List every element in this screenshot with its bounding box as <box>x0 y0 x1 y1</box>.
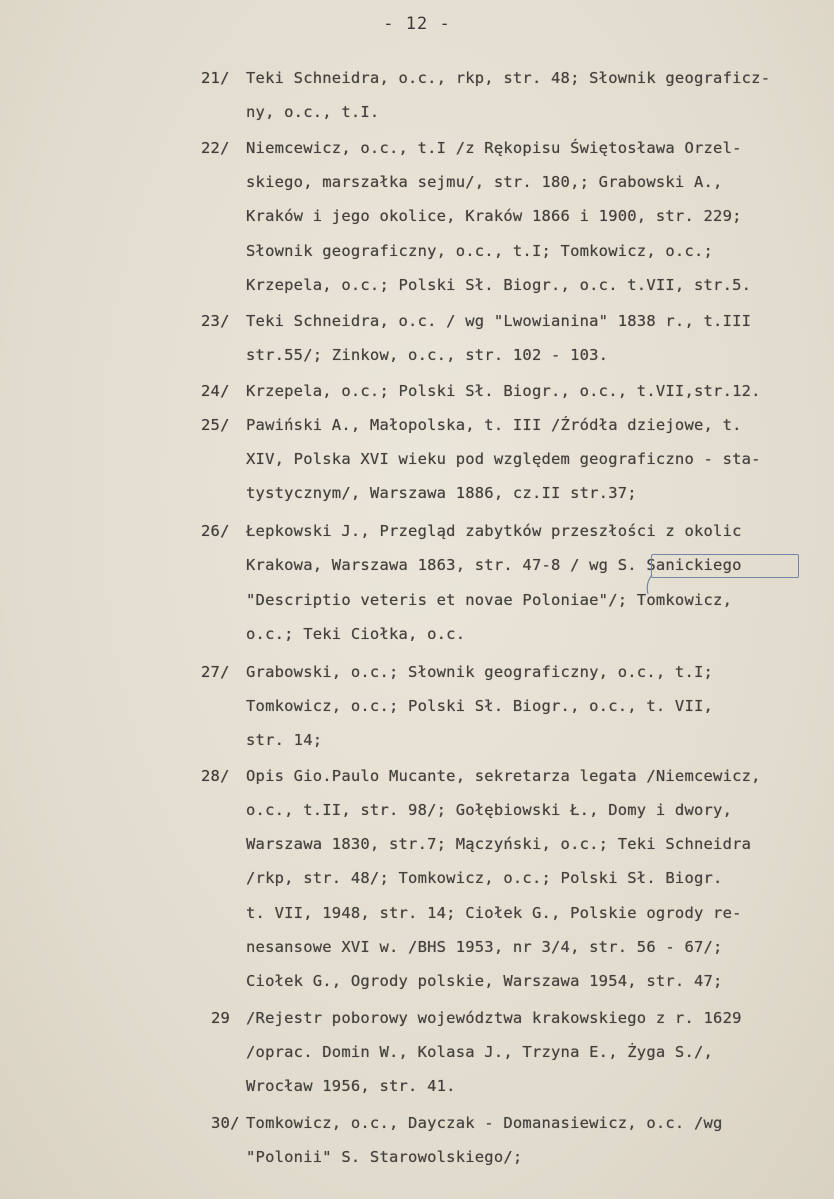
footnote-25-line-3: tystycznym/, Warszawa 1886, cz.II str.37; <box>246 484 637 502</box>
footnote-22-line-3: Kraków i jego okolice, Kraków 1866 i 1900, str. 229; <box>246 207 742 225</box>
footnote-28-line-5: t. VII, 1948, str. 14; Ciołek G., Polskie ogrody re- <box>246 904 742 922</box>
footnote-22-line-5: Krzepela, o.c.; Polski Sł. Biogr., o.c. t.VII, str.5. <box>246 276 752 294</box>
pen-annotation-box <box>651 554 799 578</box>
footnote-23-number: 23/ <box>201 312 230 330</box>
footnote-28-line-6: nesansowe XVI w. /BHS 1953, nr 3/4, str. 56 - 67/; <box>246 938 723 956</box>
footnote-26-line-3: "Descriptio veteris et novae Poloniae"/; Tomkowicz, <box>246 591 733 609</box>
footnote-28-line-7: Ciołek G., Ogrody polskie, Warszawa 1954, str. 47; <box>246 972 723 990</box>
page-number: - 12 - <box>383 14 451 34</box>
footnote-30-line-1: 30/ Tomkowicz, o.c., Dayczak - Domanasiewicz, o.c. /wg <box>211 1114 723 1132</box>
footnote-30-number: 30/ <box>211 1114 240 1132</box>
footnote-26-number: 26/ <box>201 522 230 540</box>
pen-annotation-mark <box>640 574 656 596</box>
footnote-26-line-1: 26/ Łepkowski J., Przegląd zabytków przeszłości z okolic <box>201 522 742 540</box>
footnote-26-line-4: o.c.; Teki Ciołka, o.c. <box>246 625 466 643</box>
footnote-24-line-1: 24/ Krzepela, o.c.; Polski Sł. Biogr., o.c., t.VII,str.12. <box>201 382 761 400</box>
footnote-28-line-2: o.c., t.II, str. 98/; Gołębiowski Ł., Domy i dwory, <box>246 801 733 819</box>
footnote-21-number: 21/ <box>201 69 230 87</box>
footnote-29-line-1: 29 /Rejestr poborowy województwa krakowskiego z r. 1629 <box>211 1009 742 1027</box>
footnote-21-line-1: 21/ Teki Schneidra, o.c., rkp, str. 48; Słownik geograficz- <box>201 69 771 87</box>
footnote-29-number: 29 <box>211 1009 231 1027</box>
footnote-25-line-2: XIV, Polska XVI wieku pod względem geograficzno - sta- <box>246 450 761 468</box>
footnote-28-line-3: Warszawa 1830, str.7; Mączyński, o.c.; Teki Schneidra <box>246 835 752 853</box>
footnote-30-line-2: "Polonii" S. Starowolskiego/; <box>246 1148 523 1166</box>
footnote-22-line-1: 22/ Niemcewicz, o.c., t.I /z Rękopisu Świętosława Orzel- <box>201 139 742 157</box>
footnote-25-number: 25/ <box>201 416 230 434</box>
footnote-28-number: 28/ <box>201 767 230 785</box>
footnote-21-line-2: ny, o.c., t.I. <box>246 103 380 121</box>
footnote-28-line-1: 28/ Opis Gio.Paulo Mucante, sekretarza legata /Niemcewicz, <box>201 767 761 785</box>
footnote-28-line-4: /rkp, str. 48/; Tomkowicz, o.c.; Polski Sł. Biogr. <box>246 869 723 887</box>
footnote-23-line-2: str.55/; Zinkow, o.c., str. 102 - 103. <box>246 346 609 364</box>
footnote-22-number: 22/ <box>201 139 230 157</box>
footnote-27-line-3: str. 14; <box>246 731 323 749</box>
footnote-22-line-2: skiego, marszałka sejmu/, str. 180,; Grabowski A., <box>246 173 723 191</box>
footnote-22-line-4: Słownik geograficzny, o.c., t.I; Tomkowicz, o.c.; <box>246 242 714 260</box>
footnote-24-number: 24/ <box>201 382 230 400</box>
footnote-27-line-1: 27/ Grabowski, o.c.; Słownik geograficzny, o.c., t.I; <box>201 663 714 681</box>
footnote-27-number: 27/ <box>201 663 230 681</box>
footnote-29-line-3: Wrocław 1956, str. 41. <box>246 1077 456 1095</box>
footnote-27-line-2: Tomkowicz, o.c.; Polski Sł. Biogr., o.c., t. VII, <box>246 697 714 715</box>
footnote-29-line-2: /oprac. Domin W., Kolasa J., Trzyna E., Żyga S./, <box>246 1043 714 1061</box>
footnote-23-line-1: 23/ Teki Schneidra, o.c. / wg "Lwowianina" 1838 r., t.III <box>201 312 752 330</box>
footnote-25-line-1: 25/ Pawiński A., Małopolska, t. III /Źródła dziejowe, t. <box>201 416 742 434</box>
footnote-26-line-2: Krakowa, Warszawa 1863, str. 47-8 / wg S. Sanickiego <box>246 556 742 574</box>
